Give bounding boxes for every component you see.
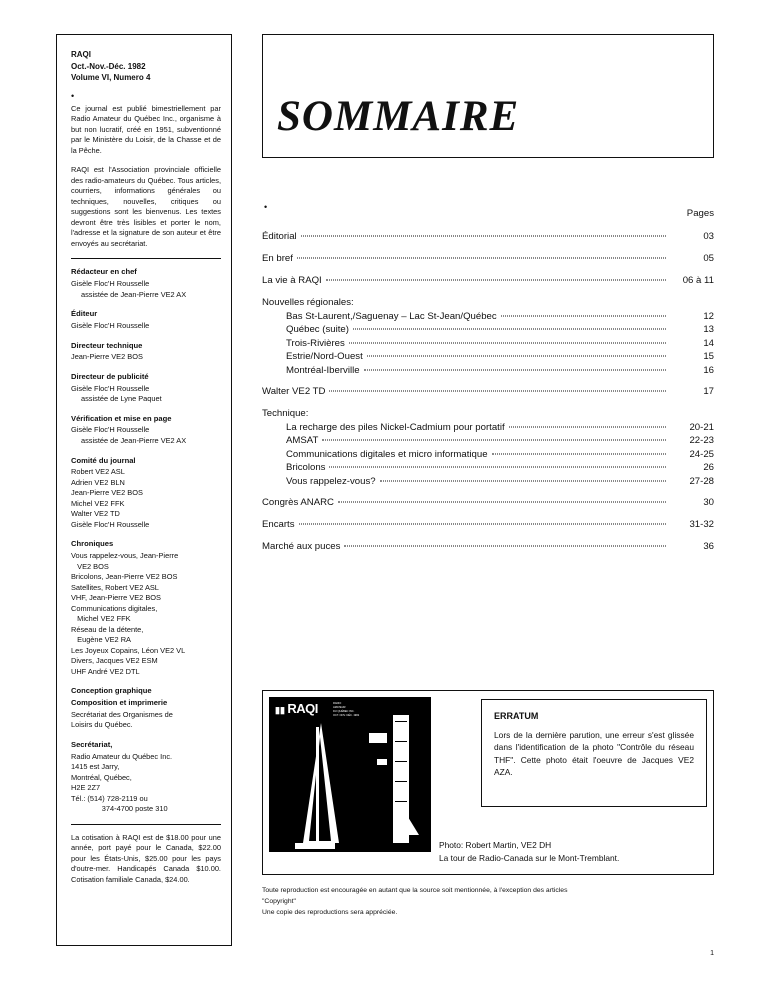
toc-leader (380, 480, 666, 481)
toc-label: Walter VE2 TD (262, 386, 326, 397)
toc-page: 12 (703, 310, 714, 322)
credit-line: Gisèle Floc'H Rousselle (71, 321, 150, 331)
photo-highlight (369, 733, 387, 743)
toc-leader (297, 258, 666, 259)
logo-mark-icon: ▮▮ (275, 705, 288, 715)
credit-subtitle: Composition et imprimerie (71, 698, 168, 708)
toc-entry-editorial[interactable] (262, 231, 714, 242)
masthead-volume: Volume VI, Numero 4 (71, 73, 151, 83)
cover-blurb-text: RADIO AMATEUR DU QUÉBEC INC. OCT. NOV. DÉC. 1982 (333, 702, 360, 717)
credit-line: Michel VE2 FFK (71, 498, 125, 508)
credit-line: Réseau de la détente, (71, 624, 144, 634)
toc-page: 14 (703, 337, 714, 349)
toc-label: Communications digitales et micro informatique (286, 448, 488, 460)
toc-entry-amsat[interactable] (262, 435, 714, 446)
toc-leader (344, 546, 666, 547)
toc-group-nouvelles-regionales (262, 297, 714, 308)
credit-verification-layout (71, 414, 221, 447)
photo-highlight (295, 843, 335, 849)
credit-line: Satellites, Robert VE2 ASL (71, 582, 159, 592)
toc-page: 15 (703, 351, 714, 362)
credit-journal-committee (71, 456, 221, 531)
toc-entry-marche-aux-puces[interactable] (262, 541, 714, 552)
toc-page: 31-32 (689, 519, 714, 530)
credit-title: Directeur de publicité (71, 371, 149, 381)
toc-entry-walter-ve2-td[interactable] (262, 386, 714, 397)
page-number: 1 (710, 950, 714, 957)
credit-technical-director (71, 341, 221, 363)
title-banner (262, 34, 714, 158)
tower-mast (316, 727, 319, 845)
pages-column-header: Pages (686, 208, 714, 219)
toc-label: Vous rappelez-vous? (286, 475, 376, 487)
credit-line: 1415 est Jarry, (71, 762, 120, 772)
subscription-note: La cotisation à RAQI est de $18.00 pour une année, port payé pour le Canada, $22.00 pour les États-Unis, $25.00 pour les pays d'outre-mer. Handicapés Canada $10.00. Cotisation familiale Canada, $24.00. (71, 832, 221, 884)
credit-line: Montréal, Québec, (71, 772, 132, 782)
erratum-box (481, 699, 707, 807)
masthead-block (71, 49, 221, 84)
credit-line: Secrétariat des Organismes de (71, 709, 173, 719)
credit-line: Gisèle Floc'H Rousselle (71, 383, 150, 393)
toc-entry-la-vie-a-raqi[interactable] (262, 275, 714, 286)
photo-tick (395, 801, 407, 802)
toc-entry-vous-rappelez-vous[interactable] (262, 476, 714, 487)
credit-line: Gisèle Floc'H Rousselle (71, 425, 150, 435)
cover-photo (269, 697, 431, 852)
credit-line: VHF, Jean-Pierre VE2 BOS (71, 593, 161, 603)
credit-line: Robert VE2 ASL (71, 467, 125, 477)
credit-assistant: assistée de Jean-Pierre VE2 AX (81, 289, 187, 299)
credit-line: VE2 BOS (71, 561, 109, 571)
toc-page: 22-23 (689, 435, 714, 446)
toc-page: 24-25 (689, 448, 714, 460)
toc-leader (338, 502, 666, 503)
spacer (262, 489, 714, 497)
toc-leader (299, 524, 666, 525)
credit-line: 374-4700 poste 310 (71, 804, 168, 814)
credit-title: Conception graphique (71, 686, 152, 696)
toc-entry-trois-rivieres[interactable] (262, 338, 714, 349)
credit-line: UHF André VE2 DTL (71, 666, 140, 676)
notice-line-2: "Copyright" (262, 897, 296, 905)
bullet-decoration: • (264, 202, 268, 212)
toc-leader (301, 236, 666, 237)
reproduction-notice (262, 886, 714, 919)
credit-line: Vous rappelez-vous, Jean-Pierre (71, 551, 179, 561)
tower-shape-inner (309, 737, 331, 841)
erratum-heading: ERRATUM (494, 711, 539, 721)
masthead-column (56, 34, 232, 946)
toc-entry-congres-anarc[interactable] (262, 497, 714, 508)
credit-graphic-design (71, 686, 221, 731)
photo-credit-line-2: La tour de Radio-Canada sur le Mont-Tremblant. (439, 852, 620, 863)
toc-page: 26 (703, 462, 714, 473)
toc-entry-bricolons[interactable] (262, 462, 714, 473)
toc-label: Nouvelles régionales: (262, 297, 354, 308)
credit-line: Bricolons, Jean-Pierre VE2 BOS (71, 572, 178, 582)
credit-line: Radio Amateur du Québec Inc. (71, 751, 173, 761)
photo-credit (439, 839, 619, 865)
toc-leader (329, 467, 666, 468)
credit-line: Communications digitales, (71, 603, 158, 613)
credit-publisher (71, 309, 221, 331)
credit-line: Loisirs du Québec. (71, 720, 133, 730)
toc-label: AMSAT (286, 435, 319, 446)
toc-page: 20-21 (689, 421, 714, 433)
credit-line: H2E 2Z7 (71, 783, 101, 793)
credit-title: Chroniques (71, 539, 114, 549)
credit-title: Directeur technique (71, 340, 143, 350)
credit-line: Michel VE2 FFK (71, 614, 131, 624)
notice-line-3: Une copie des reproductions sera appréciée. (262, 908, 398, 916)
credit-line: Walter VE2 TD (71, 509, 120, 519)
logo-text: RAQI (287, 701, 318, 716)
credit-title: Éditeur (71, 309, 98, 319)
toc-leader (364, 369, 666, 370)
toc-entry-estrie-nord-ouest[interactable] (262, 351, 714, 362)
toc-entry-communications-digitales[interactable] (262, 449, 714, 460)
credit-line: Tél.: (514) 728-2119 ou (71, 793, 148, 803)
toc-page: 30 (703, 497, 714, 508)
toc-entry-encarts[interactable] (262, 519, 714, 530)
credit-editor-in-chief (71, 267, 221, 300)
table-of-contents (262, 202, 714, 563)
credit-title: Vérification et mise en page (71, 413, 172, 423)
credit-line: Divers, Jacques VE2 ESM (71, 656, 158, 666)
credit-line: Gisèle Floc'H Rousselle (71, 279, 150, 289)
credit-title: Rédacteur en chef (71, 267, 137, 277)
credit-line: Jean-Pierre VE2 BOS (71, 352, 143, 362)
credit-advertising-director (71, 372, 221, 405)
intro-paragraph-2: RAQI est l'Association provinciale officielle des radio-amateurs du Québec. Tous articles, courriers, informations générales ou techniques, nouvelles, critiques ou suggestions sont les bienvenus. Les textes devront être très lisibles et porter le nom, l'adresse et la signature de son auteur et être envoyés au secrétariat. (71, 165, 221, 248)
photo-erratum-panel (262, 690, 714, 875)
credit-columns (71, 539, 221, 677)
intro-paragraph-1: Ce journal est publié bimestriellement par Radio Amateur du Québec Inc., organisme à but non lucratif, créé en 1951, subventionné par le Ministère du Loisir, de la Chasse et de la Pêche. (71, 103, 221, 155)
toc-label: Encarts (262, 519, 295, 530)
raqi-logo (275, 701, 318, 716)
credit-line: Adrien VE2 BLN (71, 477, 125, 487)
toc-leader (492, 453, 666, 454)
toc-page: 06 à 11 (682, 275, 714, 286)
toc-page: 16 (703, 364, 714, 376)
credit-assistant: assistée de Jean-Pierre VE2 AX (81, 436, 187, 445)
toc-page: 36 (703, 541, 714, 552)
toc-label: La recharge des piles Nickel-Cadmium pour portatif (286, 421, 505, 433)
credit-assistant: assistée de Lyne Paquet (81, 394, 162, 404)
masthead-title: RAQI (71, 50, 91, 59)
credit-line: Eugène VE2 RA (71, 635, 131, 645)
toc-leader (349, 342, 666, 343)
toc-leader (509, 426, 666, 427)
spacer (262, 378, 714, 386)
toc-leader (353, 329, 666, 330)
toc-leader (367, 356, 666, 357)
credit-line: Jean-Pierre VE2 BOS (71, 488, 143, 498)
toc-label: Technique: (262, 408, 309, 419)
photo-credit-line-1: Photo: Robert Martin, VE2 DH (439, 839, 552, 850)
photo-tick (395, 781, 407, 782)
credit-title: Comité du journal (71, 455, 136, 465)
page-title: SOMMAIRE (277, 93, 520, 140)
toc-label: Marché aux puces (262, 541, 341, 552)
masthead-issue-date: Oct.-Nov.-Déc. 1982 (71, 61, 146, 71)
toc-leader (501, 315, 666, 316)
toc-label: Bas St-Laurent,/Saguenay – Lac St-Jean/Québec (286, 310, 497, 322)
toc-label: La vie à RAQI (262, 275, 322, 286)
erratum-body: Lors de la dernière parution, une erreur s'est glissée dans l'identification de la photo "Contrôle du réseau THF". Cette photo était l'oeuvre de Jacques VE2 AZA. (494, 729, 694, 778)
credit-line: Les Joyeux Copains, Léon VE2 VL (71, 645, 186, 655)
divider (71, 258, 221, 259)
photo-tick (395, 741, 407, 742)
photo-tick (395, 761, 407, 762)
credit-secretariat (71, 740, 221, 815)
toc-entry-quebec-suite[interactable] (262, 324, 714, 335)
photo-tick (395, 721, 407, 722)
credit-title: Secrétariat, (71, 739, 113, 749)
credit-line: Gisèle Floc'H Rousselle (71, 519, 150, 529)
toc-label: Congrès ANARC (262, 497, 334, 508)
toc-label: Québec (suite) (286, 324, 349, 335)
toc-group-technique (262, 408, 714, 419)
toc-leader (329, 391, 666, 392)
toc-leader (322, 440, 666, 441)
toc-entry-recharge-piles[interactable] (262, 422, 714, 433)
toc-page: 17 (703, 386, 714, 397)
toc-label: En bref (262, 253, 293, 264)
toc-entry-bas-st-laurent[interactable] (262, 311, 714, 322)
toc-label: Estrie/Nord-Ouest (286, 351, 363, 362)
triangle-mark-icon (397, 817, 419, 835)
toc-leader (326, 280, 666, 281)
bullet-decoration: • (71, 90, 75, 101)
toc-page: 05 (703, 253, 714, 264)
divider (71, 824, 221, 825)
toc-page: 27-28 (689, 475, 714, 487)
photo-highlight (377, 759, 387, 765)
toc-entry-en-bref[interactable] (262, 253, 714, 264)
toc-label: Bricolons (286, 462, 326, 473)
toc-page: 13 (703, 324, 714, 335)
toc-entry-montreal-iberville[interactable] (262, 365, 714, 376)
toc-page: 03 (703, 231, 714, 242)
notice-line-1: Toute reproduction est encouragée en autant que la source soit mentionnée, à l'exception des articles (262, 887, 568, 894)
toc-label: Éditorial (262, 231, 297, 242)
toc-label: Trois-Rivières (286, 337, 345, 349)
toc-label: Montréal-Iberville (286, 364, 360, 376)
